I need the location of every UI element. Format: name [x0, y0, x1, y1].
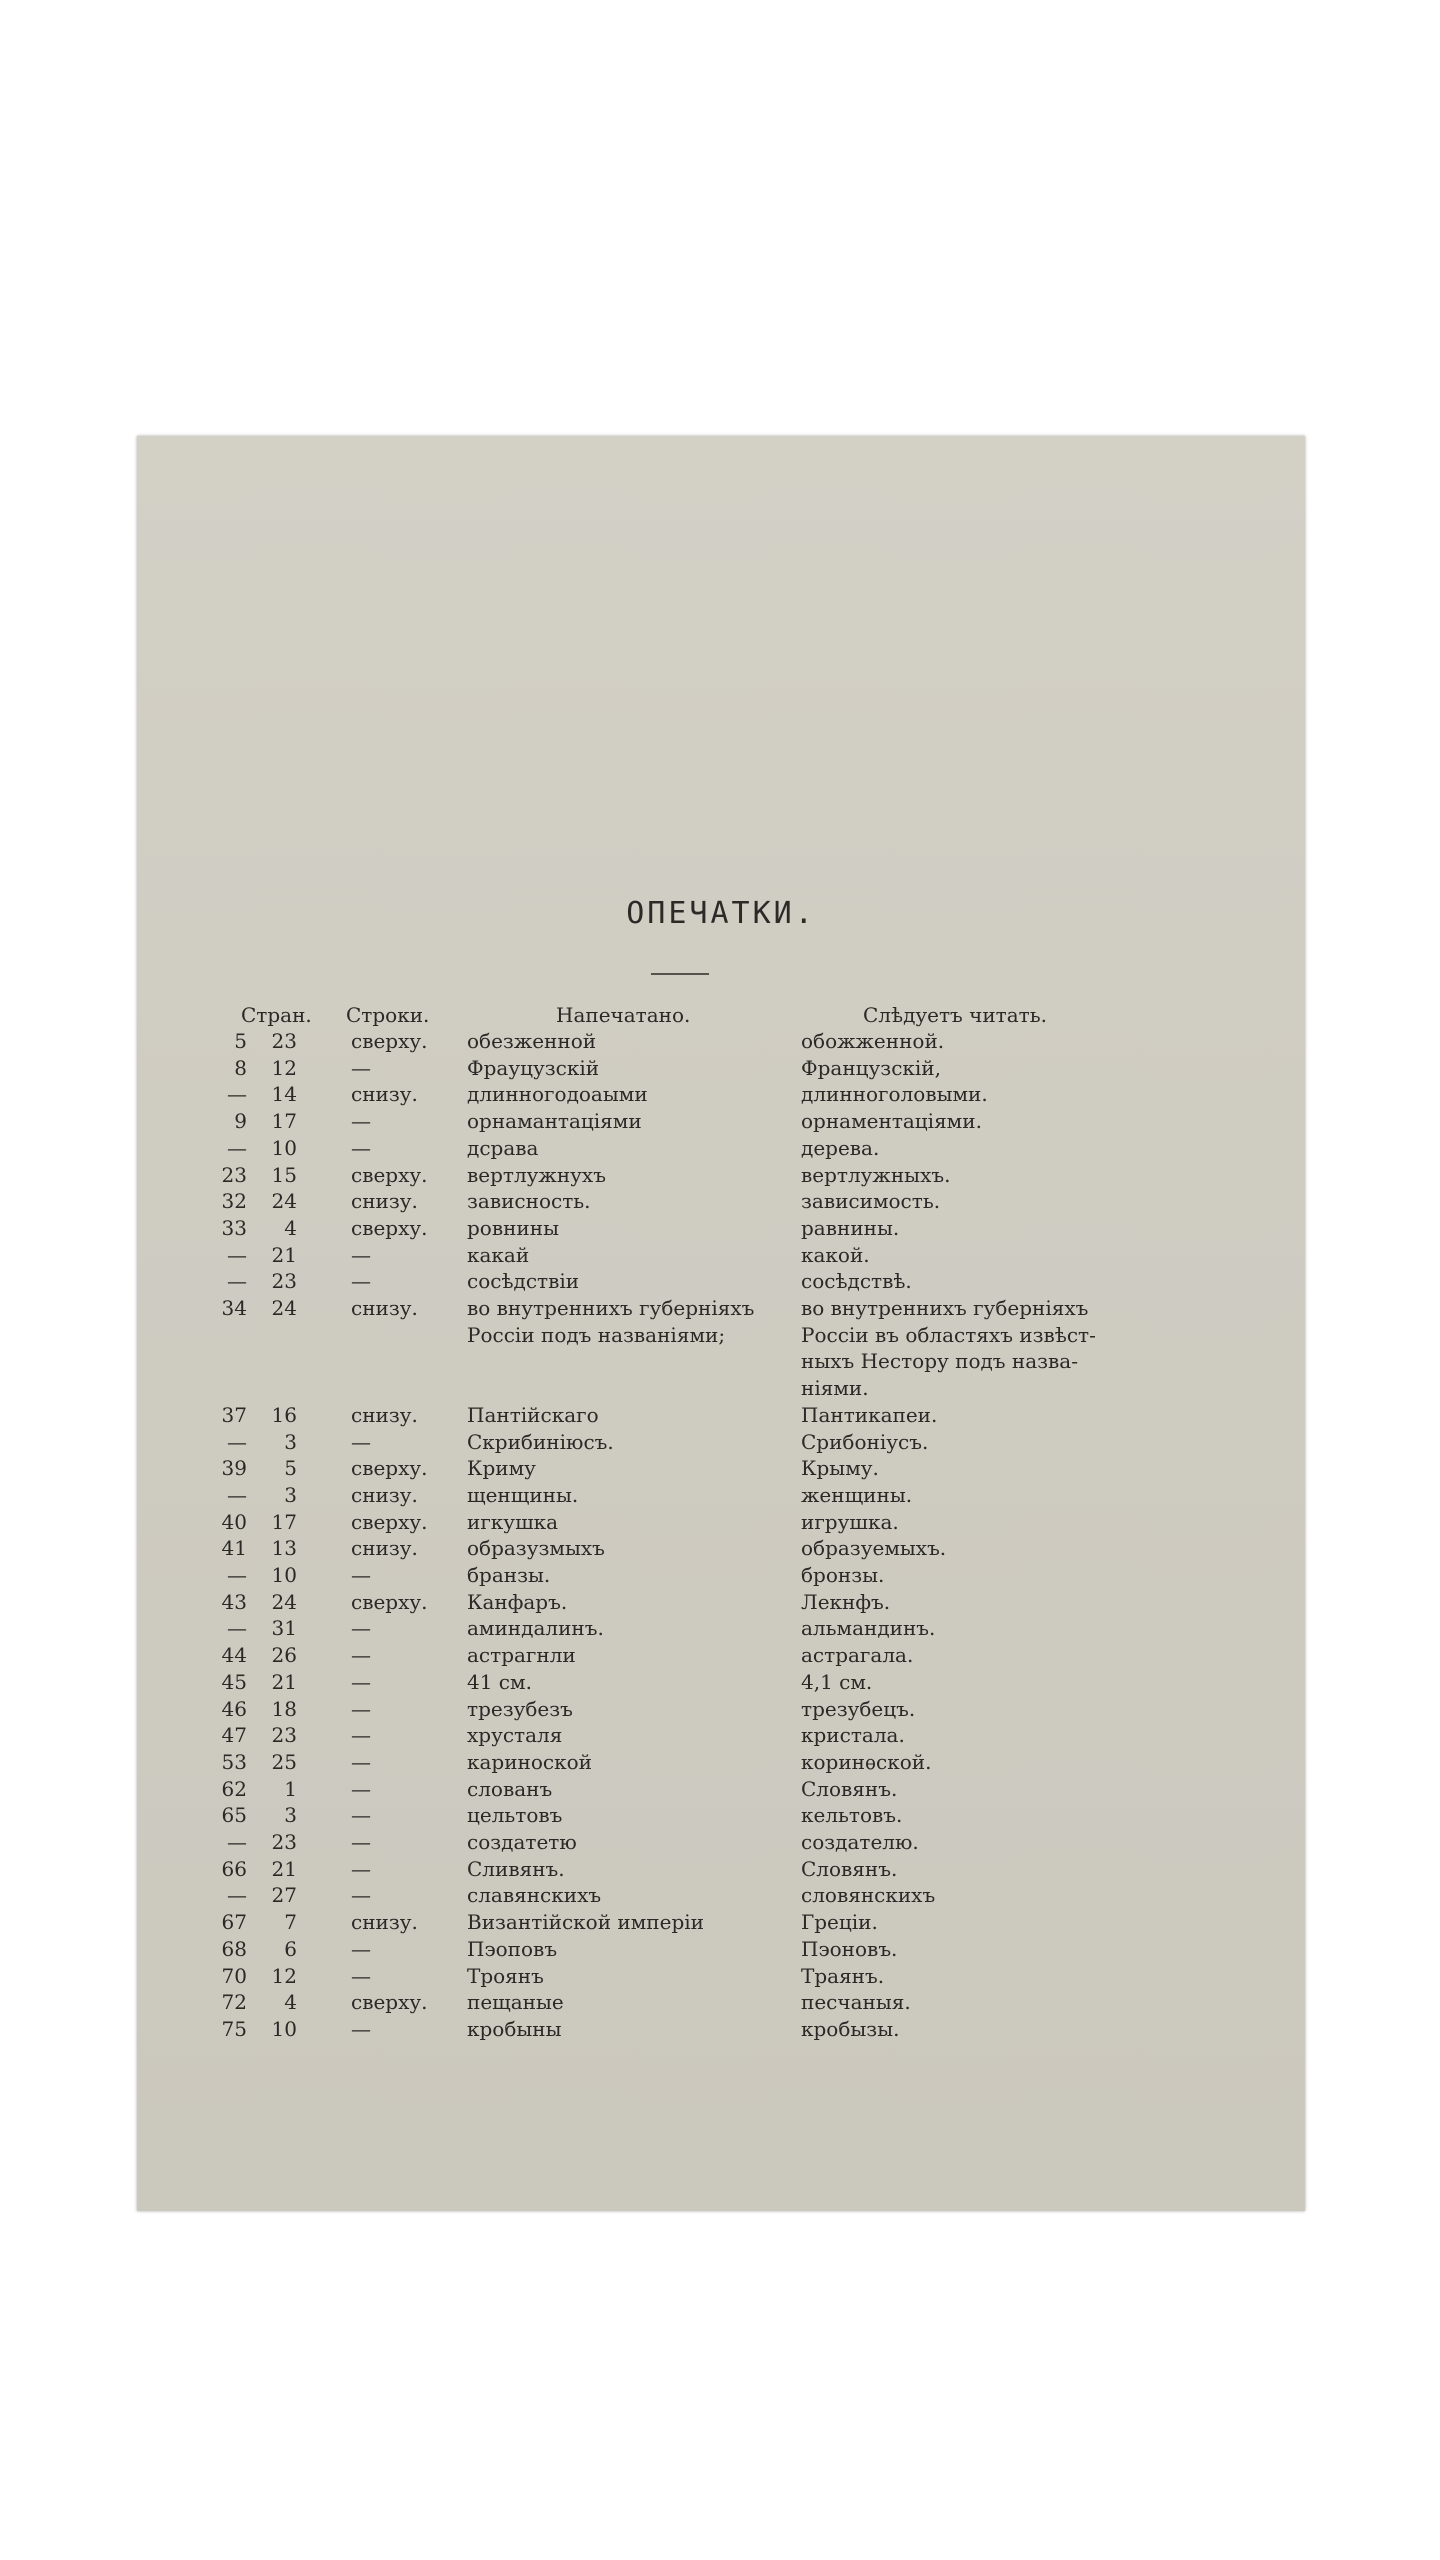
row-page: 40 — [221, 1509, 247, 1534]
table-row — [137, 1936, 1305, 1962]
table-row — [137, 1909, 1305, 1935]
row-read: коринѳской. — [801, 1749, 932, 1774]
row-page: 47 — [221, 1723, 247, 1748]
row-line: 23 — [271, 1269, 297, 1294]
row-printed: щенщины. — [467, 1482, 579, 1507]
row-read: ныхъ Нестору подъ назва- — [801, 1349, 1078, 1374]
row-page: 45 — [221, 1669, 247, 1694]
row-position: сверху. — [351, 1162, 428, 1187]
row-printed: создатетю — [467, 1830, 577, 1854]
row-page: 41 — [221, 1536, 247, 1561]
row-printed: дсрава — [467, 1135, 539, 1160]
table-row — [137, 1188, 1305, 1214]
table-row — [137, 1882, 1305, 1908]
row-line: 17 — [271, 1109, 297, 1134]
row-printed: ровнины — [467, 1215, 560, 1240]
row-line: 17 — [271, 1509, 297, 1534]
row-printed: астрагнли — [467, 1643, 576, 1668]
row-printed: зависность. — [467, 1189, 591, 1214]
table-row — [137, 1108, 1305, 1134]
row-page: 39 — [221, 1456, 247, 1481]
row-read: ніями. — [801, 1376, 869, 1401]
row-read: сосѣдствѣ. — [801, 1269, 912, 1294]
header-read: Слѣдуетъ читать. — [863, 1003, 1047, 1027]
row-read: Срибоніусъ. — [801, 1429, 929, 1454]
row-page: 9 — [234, 1109, 247, 1134]
row-read: создателю. — [801, 1830, 919, 1854]
row-read: Пэоновъ. — [801, 1936, 898, 1961]
row-printed: обезженной — [467, 1029, 597, 1053]
row-position: — — [351, 1563, 371, 1587]
table-row — [137, 1402, 1305, 1428]
header-line: Строки. — [346, 1003, 430, 1027]
row-position: сверху. — [351, 1029, 428, 1053]
row-position: — — [351, 1749, 371, 1774]
row-page: 46 — [221, 1696, 247, 1721]
row-line: 3 — [284, 1803, 297, 1828]
table-row — [137, 1963, 1305, 1989]
header-printed: Напечатано. — [556, 1003, 691, 1027]
row-printed: орнамантаціями — [467, 1109, 642, 1134]
row-page: 23 — [221, 1162, 247, 1187]
row-line: 12 — [271, 1963, 297, 1988]
row-line: 24 — [271, 1296, 297, 1320]
row-line: 21 — [271, 1856, 297, 1881]
row-read: кристала. — [801, 1723, 905, 1748]
row-page: 66 — [221, 1856, 247, 1881]
row-position: снизу. — [351, 1296, 418, 1320]
table-row — [137, 1322, 1305, 1348]
row-printed: образузмыхъ — [467, 1536, 605, 1561]
row-position: — — [351, 1723, 371, 1748]
row-position: — — [351, 2016, 371, 2041]
row-read: обожженной. — [801, 1029, 945, 1053]
row-page: — — [227, 1242, 247, 1267]
row-position: — — [351, 1963, 371, 1988]
row-printed: Сливянъ. — [467, 1856, 565, 1881]
table-row — [137, 1696, 1305, 1722]
row-printed: бранзы. — [467, 1563, 551, 1587]
row-position: снизу. — [351, 1910, 418, 1935]
row-read: образуемыхъ. — [801, 1536, 947, 1561]
row-line: 31 — [271, 1616, 297, 1641]
row-read: Лекнфъ. — [801, 1589, 891, 1614]
table-row — [137, 1615, 1305, 1641]
row-position: сверху. — [351, 1990, 428, 2015]
row-page: 8 — [234, 1055, 247, 1080]
row-read: бронзы. — [801, 1563, 885, 1587]
row-position: снизу. — [351, 1189, 418, 1214]
table-row — [137, 1589, 1305, 1615]
row-line: 23 — [271, 1029, 297, 1053]
row-printed: слованъ — [467, 1776, 553, 1801]
row-printed: аминдалинъ. — [467, 1616, 604, 1641]
table-row — [137, 1722, 1305, 1748]
row-line: 25 — [271, 1749, 297, 1774]
table-row — [137, 1162, 1305, 1188]
row-page: 65 — [221, 1803, 247, 1828]
row-read: Словянъ. — [801, 1856, 898, 1881]
row-read: длинноголовыми. — [801, 1082, 988, 1107]
row-printed: Византійской имперіи — [467, 1910, 704, 1935]
row-line: 1 — [284, 1776, 297, 1801]
row-page: 37 — [221, 1402, 247, 1427]
table-row — [137, 1776, 1305, 1802]
table-header — [137, 1002, 1305, 1028]
table-row — [137, 1028, 1305, 1054]
row-read: песчаныя. — [801, 1990, 911, 2015]
row-line: 27 — [271, 1883, 297, 1908]
row-line: 10 — [271, 1563, 297, 1587]
document-page — [137, 436, 1305, 2211]
row-printed: сосѣдствіи — [467, 1269, 580, 1294]
row-page: 34 — [221, 1296, 247, 1320]
page-title: ОПЕЧАТКИ. — [626, 896, 816, 931]
row-line: 24 — [271, 1589, 297, 1614]
row-page: 32 — [221, 1189, 247, 1214]
row-position: — — [351, 1429, 371, 1454]
row-printed: Троянъ — [467, 1963, 544, 1988]
row-read: какой. — [801, 1242, 870, 1267]
row-read: Россіи въ областяхъ извѣст- — [801, 1322, 1096, 1347]
table-row — [137, 1295, 1305, 1321]
table-row — [137, 1802, 1305, 1828]
row-read: астрагала. — [801, 1643, 914, 1668]
row-page: 70 — [221, 1963, 247, 1988]
row-page: — — [227, 1830, 247, 1854]
row-line: 21 — [271, 1669, 297, 1694]
row-read: Словянъ. — [801, 1776, 898, 1801]
row-position: — — [351, 1269, 371, 1294]
table-row — [137, 1989, 1305, 2015]
row-printed: Пэоповъ — [467, 1936, 558, 1961]
row-read: словянскихъ — [801, 1883, 936, 1908]
row-printed: славянскихъ — [467, 1883, 602, 1908]
row-position: снизу. — [351, 1482, 418, 1507]
table-row — [137, 1055, 1305, 1081]
row-page: 53 — [221, 1749, 247, 1774]
row-read: Крыму. — [801, 1456, 879, 1481]
row-position: — — [351, 1643, 371, 1668]
row-read: Пантикапеи. — [801, 1402, 938, 1427]
row-printed: какай — [467, 1242, 530, 1267]
row-position: — — [351, 1803, 371, 1828]
table-row — [137, 1562, 1305, 1588]
row-read: кробызы. — [801, 2016, 900, 2041]
table-row — [137, 1509, 1305, 1535]
table-row — [137, 1215, 1305, 1241]
table-row — [137, 1535, 1305, 1561]
row-position: — — [351, 1055, 371, 1080]
row-page: 33 — [221, 1215, 247, 1240]
table-row — [137, 1856, 1305, 1882]
row-printed: трезубезъ — [467, 1696, 573, 1721]
table-row — [137, 1749, 1305, 1775]
row-position: — — [351, 1669, 371, 1694]
row-page: 62 — [221, 1776, 247, 1801]
row-read: орнаментаціями. — [801, 1109, 982, 1134]
title-rule — [651, 973, 709, 975]
row-read: во внутреннихъ губерніяхъ — [801, 1296, 1089, 1320]
row-position: — — [351, 1830, 371, 1854]
row-page: 44 — [221, 1643, 247, 1668]
row-printed: Скрибиніюсъ. — [467, 1429, 614, 1454]
row-position: — — [351, 1135, 371, 1160]
row-line: 21 — [271, 1242, 297, 1267]
row-printed: длинногодоаыми — [467, 1082, 648, 1107]
table-row — [137, 1829, 1305, 1855]
row-position: сверху. — [351, 1589, 428, 1614]
row-line: 5 — [284, 1456, 297, 1481]
header-page: Стран. — [241, 1003, 312, 1027]
row-printed: вертлужнухъ — [467, 1162, 606, 1187]
row-read: женщины. — [801, 1482, 913, 1507]
row-read: зависимость. — [801, 1189, 941, 1214]
row-position: снизу. — [351, 1402, 418, 1427]
table-row — [137, 1242, 1305, 1268]
row-position: сверху. — [351, 1509, 428, 1534]
row-page: — — [227, 1135, 247, 1160]
row-read: равнины. — [801, 1215, 900, 1240]
row-line: 14 — [271, 1082, 297, 1107]
row-line: 13 — [271, 1536, 297, 1561]
row-line: 10 — [271, 2016, 297, 2041]
row-line: 7 — [284, 1910, 297, 1935]
row-page: 5 — [234, 1029, 247, 1053]
row-line: 26 — [271, 1643, 297, 1668]
row-line: 4 — [284, 1990, 297, 2015]
table-row — [137, 1669, 1305, 1695]
row-page: — — [227, 1482, 247, 1507]
row-page: 43 — [221, 1589, 247, 1614]
row-read: кельтовъ. — [801, 1803, 903, 1828]
row-position: — — [351, 1776, 371, 1801]
row-line: 24 — [271, 1189, 297, 1214]
table-row — [137, 1375, 1305, 1401]
row-page: 68 — [221, 1936, 247, 1961]
row-printed: игкушка — [467, 1509, 559, 1534]
row-read: дерева. — [801, 1135, 880, 1160]
row-line: 6 — [284, 1936, 297, 1961]
row-printed: во внутреннихъ губерніяхъ — [467, 1296, 755, 1320]
row-line: 18 — [271, 1696, 297, 1721]
row-page: — — [227, 1616, 247, 1641]
row-read: Греціи. — [801, 1910, 878, 1935]
row-line: 15 — [271, 1162, 297, 1187]
table-row — [137, 2016, 1305, 2042]
row-line: 4 — [284, 1215, 297, 1240]
row-page: 75 — [221, 2016, 247, 2041]
row-position: сверху. — [351, 1456, 428, 1481]
row-printed: цельтовъ — [467, 1803, 563, 1828]
table-row — [137, 1429, 1305, 1455]
row-line: 12 — [271, 1055, 297, 1080]
row-printed: Пантійскаго — [467, 1402, 599, 1427]
table-row — [137, 1268, 1305, 1294]
row-read: вертлужныхъ. — [801, 1162, 951, 1187]
table-row — [137, 1482, 1305, 1508]
row-printed: Фрауцузскій — [467, 1055, 600, 1080]
row-printed: Криму — [467, 1456, 536, 1481]
row-line: 10 — [271, 1135, 297, 1160]
row-printed: кариноской — [467, 1749, 592, 1774]
row-read: игрушка. — [801, 1509, 899, 1534]
row-read: 4,1 см. — [801, 1669, 873, 1694]
row-page: — — [227, 1563, 247, 1587]
row-line: 23 — [271, 1830, 297, 1854]
row-read: альмандинъ. — [801, 1616, 936, 1641]
table-row — [137, 1348, 1305, 1374]
row-position: снизу. — [351, 1536, 418, 1561]
row-position: сверху. — [351, 1215, 428, 1240]
row-printed: хрусталя — [467, 1723, 563, 1748]
row-position: — — [351, 1242, 371, 1267]
row-printed: кробыны — [467, 2016, 562, 2041]
row-read: Траянъ. — [801, 1963, 885, 1988]
row-page: — — [227, 1883, 247, 1908]
row-page: — — [227, 1082, 247, 1107]
table-row — [137, 1455, 1305, 1481]
row-line: 16 — [271, 1402, 297, 1427]
table-row — [137, 1081, 1305, 1107]
row-position: — — [351, 1883, 371, 1908]
row-page: — — [227, 1429, 247, 1454]
row-page: — — [227, 1269, 247, 1294]
row-printed: Россіи подъ названіями; — [467, 1322, 726, 1347]
table-row — [137, 1135, 1305, 1161]
row-position: — — [351, 1109, 371, 1134]
row-page: 72 — [221, 1990, 247, 2015]
row-printed: Канфаръ. — [467, 1589, 568, 1614]
row-line: 3 — [284, 1482, 297, 1507]
row-printed: пещаные — [467, 1990, 564, 2015]
row-position: — — [351, 1856, 371, 1881]
row-position: — — [351, 1616, 371, 1641]
row-position: — — [351, 1936, 371, 1961]
row-read: Французскій, — [801, 1055, 941, 1080]
row-position: — — [351, 1696, 371, 1721]
table-row — [137, 1642, 1305, 1668]
row-position: снизу. — [351, 1082, 418, 1107]
row-read: трезубецъ. — [801, 1696, 916, 1721]
row-line: 3 — [284, 1429, 297, 1454]
row-line: 23 — [271, 1723, 297, 1748]
row-printed: 41 см. — [467, 1669, 532, 1694]
row-page: 67 — [221, 1910, 247, 1935]
